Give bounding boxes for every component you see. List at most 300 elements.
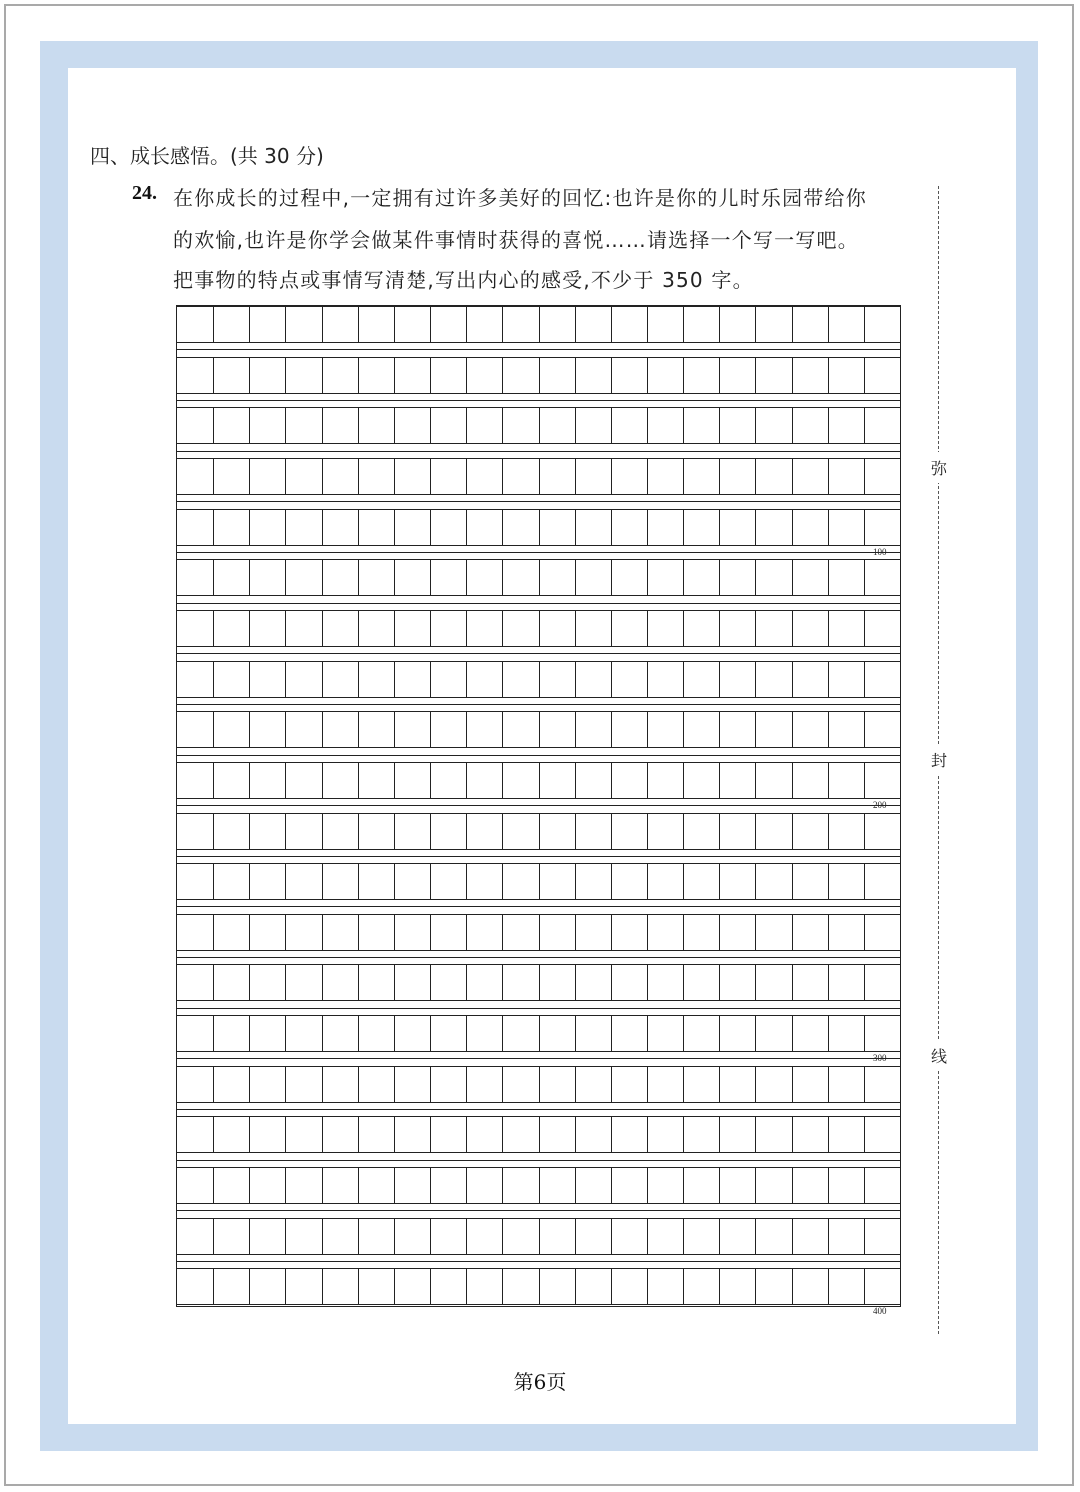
- grid-column-line: [430, 559, 431, 595]
- grid-column-line: [358, 306, 359, 342]
- grid-column-line: [358, 863, 359, 899]
- grid-column-line: [539, 357, 540, 393]
- grid-column-line: [828, 610, 829, 646]
- grid-column-line: [792, 1015, 793, 1051]
- grid-column-line: [792, 1167, 793, 1203]
- grid-column-line: [502, 711, 503, 747]
- grid-column-line: [539, 711, 540, 747]
- grid-column-line: [285, 610, 286, 646]
- grid-column-line: [719, 1116, 720, 1152]
- grid-column-line: [864, 458, 865, 494]
- grid-separator-line: [177, 603, 900, 604]
- grid-column-line: [647, 1116, 648, 1152]
- grid-column-line: [792, 610, 793, 646]
- grid-column-line: [755, 661, 756, 697]
- grid-column-line: [719, 863, 720, 899]
- grid-row-bottom-line: [177, 494, 900, 495]
- grid-column-line: [647, 1268, 648, 1304]
- grid-column-line: [828, 458, 829, 494]
- grid-column-line: [828, 711, 829, 747]
- grid-column-line: [466, 559, 467, 595]
- grid-column-line: [322, 610, 323, 646]
- grid-column-line: [466, 762, 467, 798]
- grid-column-line: [719, 458, 720, 494]
- grid-column-line: [539, 1218, 540, 1254]
- grid-column-line: [285, 559, 286, 595]
- grid-column-line: [719, 711, 720, 747]
- grid-separator-line: [177, 906, 900, 907]
- grid-column-line: [466, 661, 467, 697]
- grid-column-line: [864, 1015, 865, 1051]
- grid-column-line: [249, 407, 250, 443]
- grid-column-line: [575, 610, 576, 646]
- section-heading: 四、成长感悟。(共 30 分): [90, 144, 324, 168]
- grid-column-line: [683, 1268, 684, 1304]
- grid-column-line: [683, 914, 684, 950]
- grid-column-line: [719, 964, 720, 1000]
- grid-separator-line: [177, 957, 900, 958]
- grid-column-line: [430, 509, 431, 545]
- grid-column-line: [792, 509, 793, 545]
- grid-column-line: [539, 458, 540, 494]
- grid-column-line: [647, 1167, 648, 1203]
- grid-column-line: [792, 711, 793, 747]
- grid-column-line: [394, 306, 395, 342]
- grid-column-line: [502, 509, 503, 545]
- grid-column-line: [502, 914, 503, 950]
- binding-char-feng: 封: [928, 744, 950, 775]
- grid-row-bottom-line: [177, 595, 900, 596]
- grid-column-line: [828, 762, 829, 798]
- grid-row-bottom-line: [177, 697, 900, 698]
- grid-column-line: [322, 306, 323, 342]
- grid-column-line: [539, 1167, 540, 1203]
- grid-column-line: [864, 407, 865, 443]
- grid-column-line: [611, 1015, 612, 1051]
- grid-column-line: [792, 306, 793, 342]
- grid-column-line: [322, 1268, 323, 1304]
- grid-column-line: [502, 559, 503, 595]
- grid-column-line: [719, 914, 720, 950]
- grid-column-line: [249, 306, 250, 342]
- grid-column-line: [249, 711, 250, 747]
- grid-column-line: [502, 306, 503, 342]
- grid-column-line: [719, 1218, 720, 1254]
- grid-column-line: [466, 1268, 467, 1304]
- grid-column-line: [792, 964, 793, 1000]
- grid-column-line: [249, 762, 250, 798]
- grid-column-line: [611, 357, 612, 393]
- grid-column-line: [864, 863, 865, 899]
- grid-column-line: [285, 711, 286, 747]
- grid-column-line: [394, 458, 395, 494]
- grid-column-line: [755, 711, 756, 747]
- grid-column-line: [611, 964, 612, 1000]
- question-text-line-2: 的欢愉,也许是你学会做某件事情时获得的喜悦……请选择一个写一写吧。: [173, 228, 859, 252]
- grid-column-line: [285, 458, 286, 494]
- grid-column-line: [539, 407, 540, 443]
- grid-column-line: [792, 661, 793, 697]
- grid-column-line: [358, 357, 359, 393]
- grid-column-line: [466, 407, 467, 443]
- grid-column-line: [502, 407, 503, 443]
- grid-column-line: [285, 1167, 286, 1203]
- grid-column-line: [322, 1218, 323, 1254]
- grid-column-line: [683, 306, 684, 342]
- grid-column-line: [647, 610, 648, 646]
- binding-char-mi: 弥: [928, 452, 950, 483]
- grid-column-line: [249, 1218, 250, 1254]
- grid-column-line: [828, 964, 829, 1000]
- grid-column-line: [683, 813, 684, 849]
- grid-column-line: [828, 1066, 829, 1102]
- grid-column-line: [864, 1167, 865, 1203]
- grid-column-line: [719, 509, 720, 545]
- grid-column-line: [755, 306, 756, 342]
- grid-column-line: [828, 559, 829, 595]
- grid-row-bottom-line: [177, 342, 900, 343]
- grid-column-line: [466, 711, 467, 747]
- grid-column-line: [755, 813, 756, 849]
- grid-column-line: [611, 1218, 612, 1254]
- grid-column-line: [611, 762, 612, 798]
- grid-column-line: [683, 509, 684, 545]
- grid-column-line: [285, 306, 286, 342]
- grid-column-line: [502, 1268, 503, 1304]
- grid-column-line: [647, 407, 648, 443]
- grid-separator-line: [177, 1210, 900, 1211]
- grid-column-line: [755, 458, 756, 494]
- grid-column-line: [466, 1218, 467, 1254]
- grid-column-line: [394, 407, 395, 443]
- grid-column-line: [249, 1116, 250, 1152]
- grid-column-line: [647, 661, 648, 697]
- grid-column-line: [502, 610, 503, 646]
- grid-column-line: [394, 711, 395, 747]
- grid-column-line: [213, 711, 214, 747]
- grid-column-line: [683, 762, 684, 798]
- grid-column-line: [430, 1268, 431, 1304]
- grid-column-line: [322, 1167, 323, 1203]
- grid-column-line: [683, 559, 684, 595]
- grid-column-line: [864, 1218, 865, 1254]
- grid-column-line: [683, 1116, 684, 1152]
- grid-column-line: [358, 762, 359, 798]
- grid-column-line: [828, 407, 829, 443]
- grid-column-line: [285, 1066, 286, 1102]
- grid-column-line: [864, 1066, 865, 1102]
- grid-column-line: [575, 813, 576, 849]
- grid-column-line: [719, 813, 720, 849]
- grid-column-line: [828, 1116, 829, 1152]
- grid-separator-line: [177, 1058, 900, 1059]
- grid-column-line: [539, 1066, 540, 1102]
- grid-row-bottom-line: [177, 747, 900, 748]
- grid-column-line: [539, 661, 540, 697]
- grid-column-line: [213, 1268, 214, 1304]
- question-text-line-3: 把事物的特点或事情写清楚,写出内心的感受,不少于 350 字。: [173, 268, 754, 292]
- grid-column-line: [539, 1268, 540, 1304]
- grid-column-line: [647, 1066, 648, 1102]
- grid-column-line: [466, 813, 467, 849]
- grid-column-line: [213, 914, 214, 950]
- grid-column-line: [466, 357, 467, 393]
- grid-column-line: [611, 407, 612, 443]
- grid-column-line: [213, 863, 214, 899]
- grid-column-line: [683, 610, 684, 646]
- grid-column-line: [792, 1066, 793, 1102]
- grid-column-line: [394, 1167, 395, 1203]
- grid-separator-line: [177, 653, 900, 654]
- grid-column-line: [647, 813, 648, 849]
- grid-column-line: [213, 559, 214, 595]
- grid-column-line: [358, 407, 359, 443]
- grid-column-line: [213, 1167, 214, 1203]
- grid-column-line: [755, 914, 756, 950]
- grid-column-line: [755, 1015, 756, 1051]
- question-text-line-1: 在你成长的过程中,一定拥有过许多美好的回忆:也许是你的儿时乐园带给你: [173, 186, 867, 210]
- grid-column-line: [394, 559, 395, 595]
- grid-column-line: [683, 1167, 684, 1203]
- grid-column-line: [683, 357, 684, 393]
- grid-column-line: [575, 407, 576, 443]
- grid-separator-line: [177, 501, 900, 502]
- grid-row-bottom-line: [177, 1152, 900, 1153]
- grid-column-line: [249, 610, 250, 646]
- grid-column-line: [430, 610, 431, 646]
- binding-char-xian: 线: [928, 1040, 950, 1071]
- grid-column-line: [719, 661, 720, 697]
- grid-column-line: [466, 306, 467, 342]
- grid-row-bottom-line: [177, 1254, 900, 1255]
- grid-column-line: [611, 306, 612, 342]
- grid-column-line: [683, 1218, 684, 1254]
- grid-column-line: [502, 964, 503, 1000]
- grid-column-line: [322, 458, 323, 494]
- grid-column-line: [322, 1116, 323, 1152]
- grid-column-line: [792, 458, 793, 494]
- grid-column-line: [322, 559, 323, 595]
- grid-column-line: [285, 1116, 286, 1152]
- grid-separator-line: [177, 451, 900, 452]
- grid-column-line: [358, 813, 359, 849]
- grid-column-line: [285, 407, 286, 443]
- grid-column-line: [430, 711, 431, 747]
- grid-column-line: [249, 1066, 250, 1102]
- grid-column-line: [611, 509, 612, 545]
- grid-row-bottom-line: [177, 849, 900, 850]
- grid-column-line: [828, 357, 829, 393]
- grid-column-line: [213, 458, 214, 494]
- grid-separator-line: [177, 1008, 900, 1009]
- grid-column-line: [466, 1116, 467, 1152]
- grid-column-line: [502, 1015, 503, 1051]
- grid-column-line: [719, 559, 720, 595]
- grid-column-line: [828, 1167, 829, 1203]
- grid-column-line: [249, 1015, 250, 1051]
- grid-column-line: [213, 762, 214, 798]
- grid-column-line: [213, 407, 214, 443]
- grid-column-line: [792, 914, 793, 950]
- grid-column-line: [285, 813, 286, 849]
- grid-column-line: [249, 357, 250, 393]
- grid-column-line: [719, 1015, 720, 1051]
- grid-column-line: [466, 863, 467, 899]
- grid-column-line: [358, 458, 359, 494]
- grid-column-line: [539, 610, 540, 646]
- grid-column-line: [430, 458, 431, 494]
- grid-column-line: [394, 509, 395, 545]
- grid-column-line: [539, 1116, 540, 1152]
- grid-column-line: [358, 1015, 359, 1051]
- grid-column-line: [647, 762, 648, 798]
- grid-column-line: [864, 610, 865, 646]
- grid-row-bottom-line: [177, 393, 900, 394]
- grid-separator-line: [177, 1109, 900, 1110]
- grid-column-line: [322, 661, 323, 697]
- grid-column-line: [394, 610, 395, 646]
- grid-column-line: [539, 509, 540, 545]
- grid-column-line: [755, 1066, 756, 1102]
- grid-column-line: [864, 306, 865, 342]
- grid-column-line: [864, 964, 865, 1000]
- grid-column-line: [792, 407, 793, 443]
- grid-column-line: [466, 1015, 467, 1051]
- grid-row-bottom-line: [177, 443, 900, 444]
- grid-column-line: [755, 1268, 756, 1304]
- grid-column-line: [647, 964, 648, 1000]
- grid-column-line: [719, 762, 720, 798]
- grid-column-line: [864, 914, 865, 950]
- grid-column-line: [358, 964, 359, 1000]
- word-count-mark: 200: [873, 799, 887, 810]
- grid-column-line: [792, 1218, 793, 1254]
- grid-column-line: [213, 509, 214, 545]
- grid-column-line: [828, 863, 829, 899]
- grid-column-line: [249, 1167, 250, 1203]
- grid-column-line: [213, 964, 214, 1000]
- grid-column-line: [647, 914, 648, 950]
- grid-column-line: [213, 813, 214, 849]
- grid-column-line: [647, 863, 648, 899]
- grid-column-line: [828, 306, 829, 342]
- grid-separator-line: [177, 805, 900, 806]
- grid-column-line: [539, 914, 540, 950]
- grid-column-line: [502, 762, 503, 798]
- grid-column-line: [647, 458, 648, 494]
- grid-column-line: [502, 813, 503, 849]
- grid-column-line: [502, 357, 503, 393]
- grid-column-line: [394, 661, 395, 697]
- grid-column-line: [249, 509, 250, 545]
- grid-separator-line: [177, 400, 900, 401]
- grid-column-line: [683, 1066, 684, 1102]
- grid-column-line: [502, 863, 503, 899]
- grid-column-line: [213, 306, 214, 342]
- grid-column-line: [575, 762, 576, 798]
- grid-column-line: [285, 863, 286, 899]
- grid-column-line: [792, 1116, 793, 1152]
- grid-column-line: [611, 559, 612, 595]
- grid-column-line: [430, 407, 431, 443]
- grid-column-line: [755, 509, 756, 545]
- grid-column-line: [213, 1116, 214, 1152]
- grid-column-line: [611, 1066, 612, 1102]
- grid-column-line: [828, 661, 829, 697]
- grid-column-line: [285, 1268, 286, 1304]
- grid-column-line: [792, 813, 793, 849]
- grid-column-line: [466, 964, 467, 1000]
- grid-column-line: [394, 964, 395, 1000]
- grid-column-line: [611, 813, 612, 849]
- grid-column-line: [430, 964, 431, 1000]
- grid-column-line: [322, 863, 323, 899]
- grid-column-line: [864, 1268, 865, 1304]
- grid-column-line: [358, 914, 359, 950]
- grid-column-line: [539, 306, 540, 342]
- grid-column-line: [466, 509, 467, 545]
- grid-row-bottom-line: [177, 1000, 900, 1001]
- grid-column-line: [683, 661, 684, 697]
- grid-column-line: [539, 863, 540, 899]
- grid-column-line: [575, 306, 576, 342]
- grid-column-line: [322, 914, 323, 950]
- grid-column-line: [466, 458, 467, 494]
- grid-column-line: [611, 610, 612, 646]
- grid-column-line: [611, 711, 612, 747]
- grid-column-line: [285, 509, 286, 545]
- grid-column-line: [539, 762, 540, 798]
- grid-separator-line: [177, 704, 900, 705]
- grid-column-line: [719, 1268, 720, 1304]
- grid-column-line: [647, 509, 648, 545]
- grid-column-line: [322, 711, 323, 747]
- grid-column-line: [719, 407, 720, 443]
- grid-row-bottom-line: [177, 798, 900, 799]
- grid-row-bottom-line: [177, 545, 900, 546]
- grid-column-line: [611, 1167, 612, 1203]
- grid-column-line: [394, 1116, 395, 1152]
- grid-column-line: [864, 357, 865, 393]
- grid-column-line: [647, 1015, 648, 1051]
- grid-column-line: [322, 813, 323, 849]
- grid-column-line: [575, 863, 576, 899]
- grid-column-line: [394, 1218, 395, 1254]
- word-count-mark: 300: [873, 1053, 887, 1064]
- question-number: 24.: [132, 182, 157, 204]
- grid-column-line: [502, 1218, 503, 1254]
- grid-column-line: [249, 661, 250, 697]
- grid-column-line: [828, 1218, 829, 1254]
- grid-column-line: [394, 914, 395, 950]
- grid-column-line: [430, 1218, 431, 1254]
- grid-column-line: [249, 914, 250, 950]
- grid-column-line: [322, 964, 323, 1000]
- grid-column-line: [864, 813, 865, 849]
- grid-column-line: [575, 661, 576, 697]
- grid-column-line: [575, 964, 576, 1000]
- grid-column-line: [502, 661, 503, 697]
- grid-column-line: [755, 863, 756, 899]
- grid-column-line: [213, 1218, 214, 1254]
- grid-column-line: [647, 711, 648, 747]
- grid-column-line: [430, 1015, 431, 1051]
- grid-column-line: [755, 1116, 756, 1152]
- grid-column-line: [322, 357, 323, 393]
- grid-column-line: [322, 509, 323, 545]
- grid-column-line: [755, 1218, 756, 1254]
- grid-column-line: [249, 813, 250, 849]
